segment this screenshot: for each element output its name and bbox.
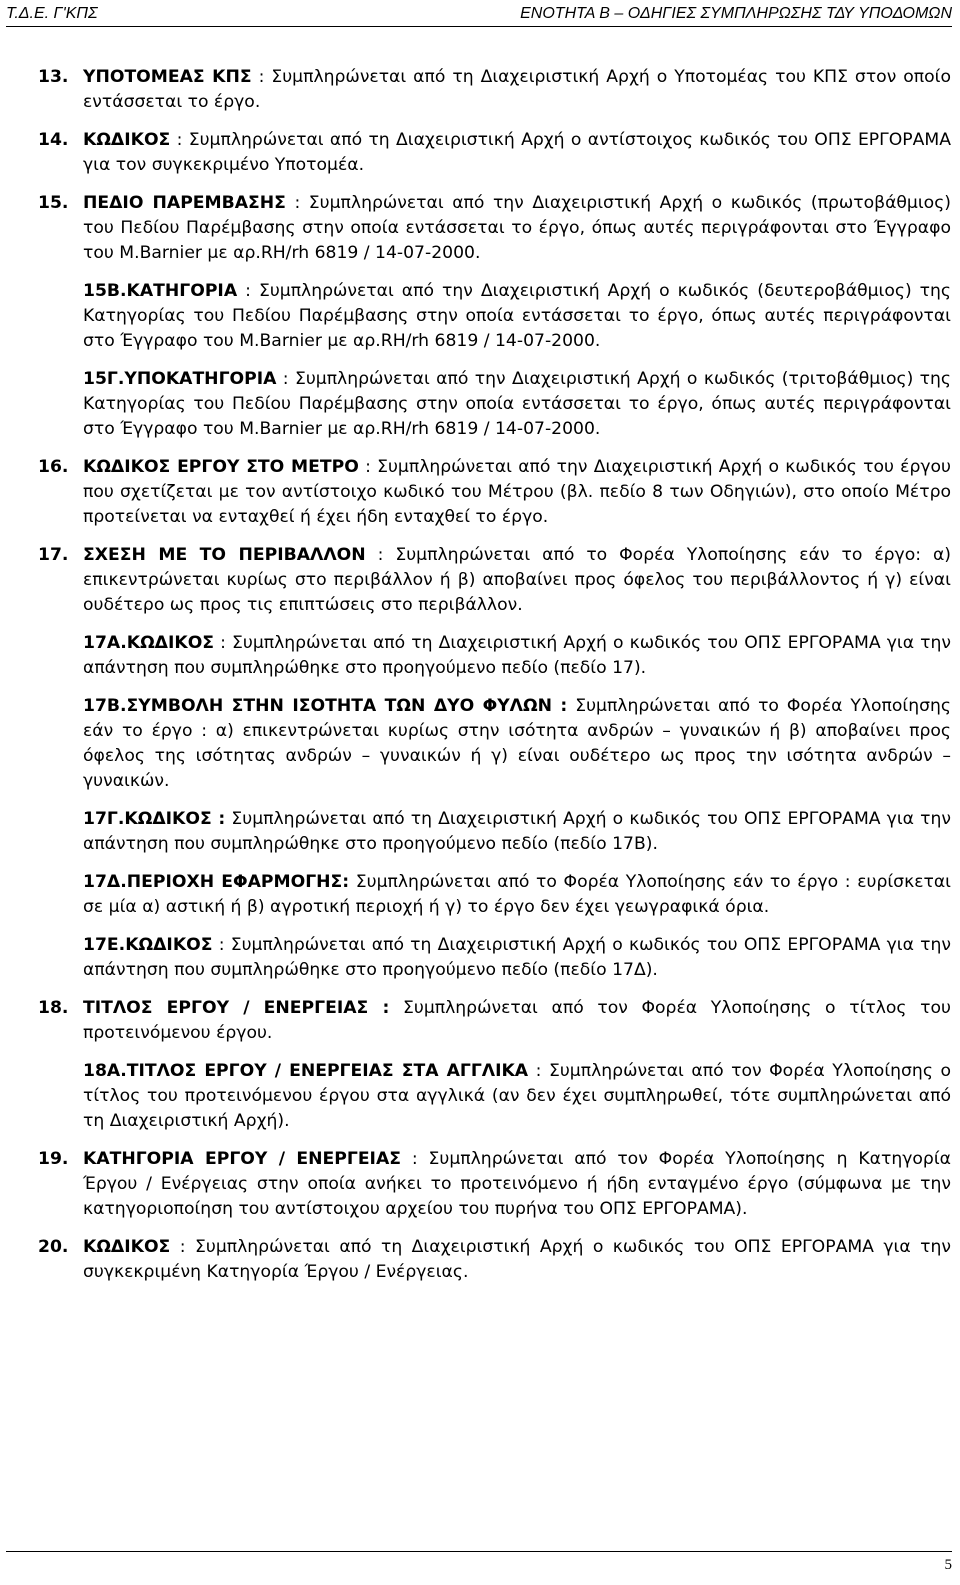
entry-title: ΣΧΕΣΗ ΜΕ ΤΟ ΠΕΡΙΒΑΛΛΟΝ	[83, 545, 366, 565]
entry-15	[38, 191, 951, 266]
entry-number: 17.	[38, 545, 69, 565]
entry-title: ΚΩΔΙΚΟΣ ΕΡΓΟΥ ΣΤΟ ΜΕΤΡΟ	[83, 457, 359, 477]
entry-text: Συμπληρώνεται από τον Φορέα Υλοποίησης ο τίτλος του προτεινόμενου έργου.	[83, 998, 951, 1043]
entry-title: 17Β.ΣΥΜΒΟΛΗ ΣΤΗΝ ΙΣΟΤΗΤΑ ΤΩΝ ΔΥΟ ΦΥΛΩΝ :	[83, 696, 568, 716]
entry-17g	[83, 807, 951, 857]
entry-text: : Συμπληρώνεται από τη Διαχειριστική Αρχή ο αντίστοιχος κωδικός του ΟΠΣ ΕΡΓΟΡΑΜΑ για τον συγκεκριμένο Υποτομέα.	[83, 130, 951, 175]
entry-title: ΤΙΤΛΟΣ ΕΡΓΟΥ / ΕΝΕΡΓΕΙΑΣ :	[83, 998, 390, 1018]
entry-title: ΚΩΔΙΚΟΣ	[83, 1237, 171, 1257]
entry-text: : Συμπληρώνεται από το Φορέα Υλοποίησης εάν το έργο: α) επικεντρώνεται κυρίως στο περιβάλλον ή β) αποβαίνει προς όφελος του περιβάλλοντος ή γ) είναι ουδέτερο ως προς τις επιπτώσεις στο περιβάλλον.	[83, 545, 951, 615]
entry-number: 16.	[38, 457, 69, 477]
header-right-text: ΕΝΟΤΗΤΑ Β – ΟΔΗΓΙΕΣ ΣΥΜΠΛΗΡΩΣΗΣ ΤΔΥ ΥΠΟΔΟΜΩΝ	[520, 5, 952, 22]
entry-18	[38, 996, 951, 1046]
entry-text: : Συμπληρώνεται από την Διαχειριστική Αρχή ο κωδικός (πρωτοβάθμιος) του Πεδίου Παρέμβασης στην οποία εντάσσεται το έργο, όπως αυτές περιγράφονται στο Έγγραφο του Μ.Barnier με αρ.RH/rh 6819 / 14-07-2000.	[83, 193, 951, 263]
entry-text: : Συμπληρώνεται από τη Διαχειριστική Αρχή ο κωδικός του ΟΠΣ ΕΡΓΟΡΑΜΑ για την απάντηση που συμπληρώθηκε στο προηγούμενο πεδίο (πεδίο 17).	[83, 633, 951, 678]
entry-17b	[83, 694, 951, 794]
entry-16	[38, 455, 951, 530]
entry-title: 18Α.ΤΙΤΛΟΣ ΕΡΓΟΥ / ΕΝΕΡΓΕΙΑΣ ΣΤΑ ΑΓΓΛΙΚΑ	[83, 1061, 529, 1081]
entry-text: : Συμπληρώνεται από τον Φορέα Υλοποίησης ο τίτλος του προτεινόμενου έργου στα αγγλικά (αν δεν έχει συμπληρωθεί, τότε συμπληρώνεται από τη Διαχειριστική Αρχή).	[83, 1061, 951, 1131]
entry-title: 15Β.ΚΑΤΗΓΟΡΙΑ	[83, 281, 238, 301]
entry-title: ΚΑΤΗΓΟΡΙΑ ΕΡΓΟΥ / ΕΝΕΡΓΕΙΑΣ	[83, 1149, 401, 1169]
entry-19	[38, 1147, 951, 1222]
entry-number: 19.	[38, 1149, 69, 1169]
entry-text: Συμπληρώνεται από τη Διαχειριστική Αρχή ο κωδικός του ΟΠΣ ΕΡΓΟΡΑΜΑ για την απάντηση που συμπληρώθηκε στο προηγούμενο πεδίο (πεδίο 17Β).	[83, 809, 951, 854]
entry-text: : Συμπληρώνεται από τη Διαχειριστική Αρχή ο Υποτομέας του ΚΠΣ στον οποίο εντάσσεται το έργο.	[83, 67, 951, 112]
entry-title: 17Γ.ΚΩΔΙΚΟΣ :	[83, 809, 226, 829]
entry-17	[38, 543, 951, 618]
entry-text: : Συμπληρώνεται από την Διαχειριστική Αρχή ο κωδικός (τριτοβάθμιος) της Κατηγορίας του Πεδίου Παρέμβασης στην οποία εντάσσεται το έργο, όπως αυτές περιγράφονται στο Έγγραφο του Μ.Barnier με αρ.RH/rh 6819 / 14-07-2000.	[83, 369, 951, 439]
entry-number: 14.	[38, 130, 69, 150]
page-header	[6, 2, 952, 27]
entry-number: 18.	[38, 998, 69, 1018]
entry-17e	[83, 933, 951, 983]
entry-text: : Συμπληρώνεται από τη Διαχειριστική Αρχή ο κωδικός του ΟΠΣ ΕΡΓΟΡΑΜΑ για την συγκεκριμένη Κατηγορία Έργου / Ενέργειας.	[83, 1237, 951, 1282]
entry-text: Συμπληρώνεται από το Φορέα Υλοποίησης εάν το έργο : ευρίσκεται σε μία α) αστική ή β) αγροτική περιοχή ή γ) το έργο δεν έχει γεωγραφικά όρια.	[83, 872, 951, 917]
entry-number: 15.	[38, 193, 69, 213]
entry-title: 17Α.ΚΩΔΙΚΟΣ	[83, 633, 215, 653]
entry-17a	[83, 631, 951, 681]
page-number: 5	[944, 1557, 952, 1573]
entry-14	[38, 128, 951, 178]
entry-text: : Συμπληρώνεται από την Διαχειριστική Αρχή ο κωδικός (δευτεροβάθμιος) της Κατηγορίας του Πεδίου Παρέμβασης στην οποία εντάσσεται το έργο, όπως αυτές περιγράφονται στο Έγγραφο του Μ.Barnier με αρ.RH/rh 6819 / 14-07-2000.	[83, 281, 951, 351]
entry-text: : Συμπληρώνεται από τη Διαχειριστική Αρχή ο κωδικός του ΟΠΣ ΕΡΓΟΡΑΜΑ για την απάντηση που συμπληρώθηκε στο προηγούμενο πεδίο (πεδίο 17Δ).	[83, 935, 951, 980]
document-body	[0, 65, 960, 1298]
entry-13	[38, 65, 951, 115]
footer-divider	[6, 1551, 952, 1552]
entry-title: ΥΠΟΤΟΜΕΑΣ ΚΠΣ	[83, 67, 252, 87]
entry-title: ΚΩΔΙΚΟΣ	[83, 130, 171, 150]
entry-15b	[83, 279, 951, 354]
entry-20	[38, 1235, 951, 1285]
entry-title: ΠΕΔΙΟ ΠΑΡΕΜΒΑΣΗΣ	[83, 193, 286, 213]
entry-title: 17Ε.ΚΩΔΙΚΟΣ	[83, 935, 213, 955]
entry-text: : Συμπληρώνεται από τον Φορέα Υλοποίησης η Κατηγορία Έργου / Ενέργειας στην οποία ανήκει το προτεινόμενο ή ήδη ενταγμένο έργο (σύμφωνα με την κατηγοριοποίηση του αντίστοιχου αρχείου του πυρήνα του ΟΠΣ ΕΡΓΟΡΑΜΑ).	[83, 1149, 951, 1219]
entry-text: Συμπληρώνεται από το Φορέα Υλοποίησης εάν το έργο : α) επικεντρώνεται κυρίως στην ισότητα ανδρών – γυναικών ή β) αποβαίνει προς όφελος της ισότητας ανδρών – γυναικών ή γ) είναι ουδέτερο ως προς την ισότητα ανδρών – γυναικών.	[83, 696, 951, 791]
entry-title: 15Γ.ΥΠΟΚΑΤΗΓΟΡΙΑ	[83, 369, 277, 389]
header-left-text: Τ.Δ.Ε. Γ'ΚΠΣ	[6, 5, 98, 22]
entry-title: 17Δ.ΠΕΡΙΟΧΗ ΕΦΑΡΜΟΓΗΣ:	[83, 872, 350, 892]
entry-text: : Συμπληρώνεται από την Διαχειριστική Αρχή ο κωδικός του έργου που σχετίζεται με τον αντίστοιχο κωδικό του Μέτρου (βλ. πεδίο 8 των Οδηγιών), στο οποίο Μέτρο προτείνεται να ενταχθεί ή έχει ήδη ενταχθεί το έργο.	[83, 457, 951, 527]
entry-15g	[83, 367, 951, 442]
entry-17d	[83, 870, 951, 920]
entry-18a	[83, 1059, 951, 1134]
entry-number: 20.	[38, 1237, 69, 1257]
entry-number: 13.	[38, 67, 69, 87]
